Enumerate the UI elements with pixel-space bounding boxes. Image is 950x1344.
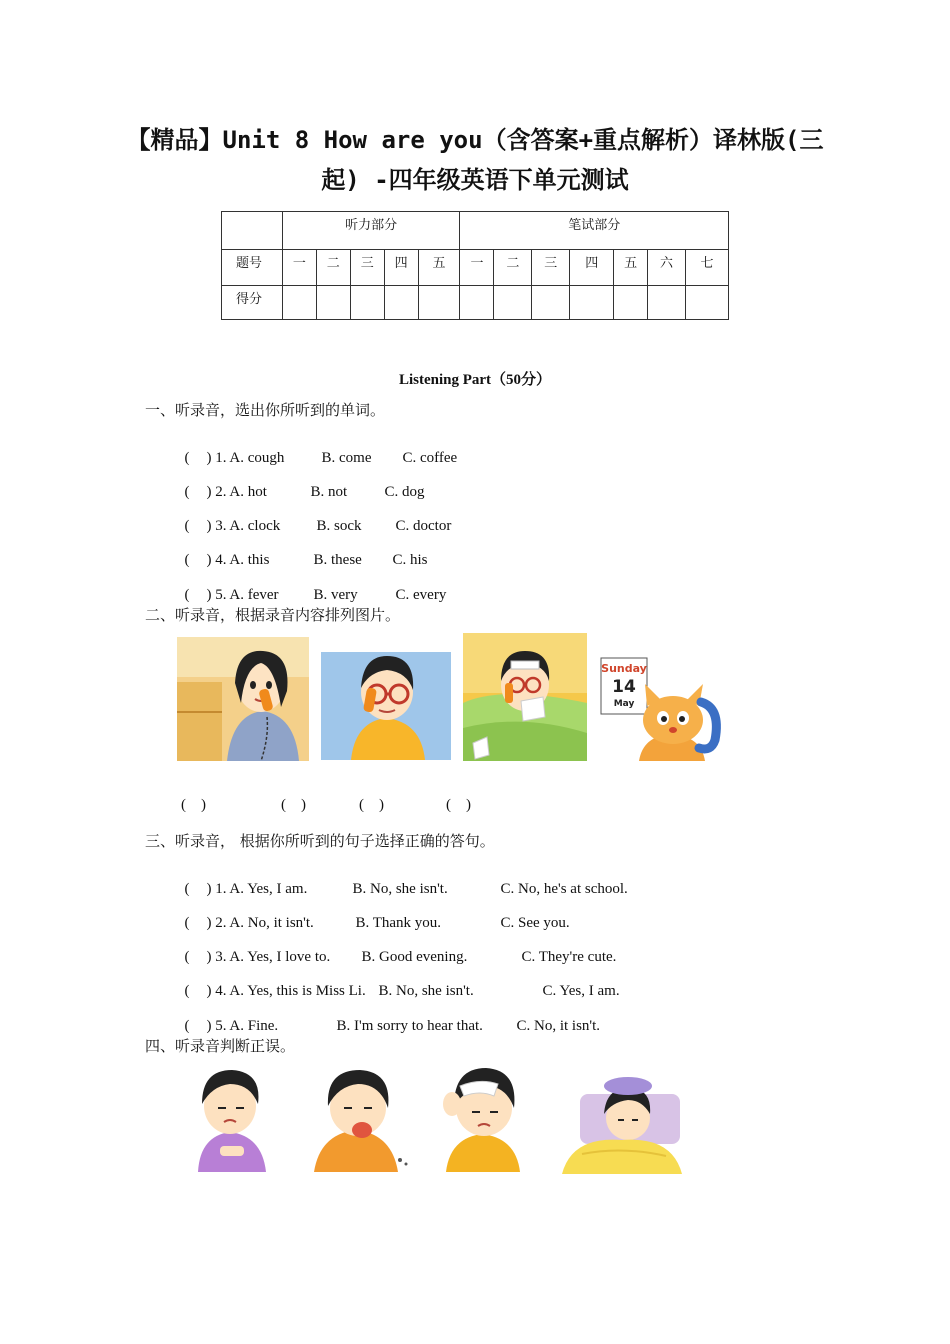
score-cell[interactable]	[316, 286, 350, 320]
question-row	[177, 898, 570, 932]
sick-boy-bed-picture	[463, 633, 587, 761]
question-row	[177, 467, 425, 501]
question-option-b: B. not	[310, 484, 348, 500]
written-col: 七	[685, 250, 728, 286]
question-option-c: C. every	[395, 587, 447, 603]
listening-col: 三	[350, 250, 384, 286]
question-option-b: B. these	[313, 552, 362, 568]
question-option-a: ) 1. A. Yes, I am.	[206, 881, 308, 897]
question-option-b: B. come	[321, 450, 372, 466]
question-option-c: C. doctor	[395, 518, 452, 534]
open-paren: (	[184, 450, 190, 466]
open-paren: (	[184, 484, 190, 500]
listening-header: 听力部分	[282, 212, 460, 250]
question-option-a: ) 5. A. fever	[206, 587, 279, 603]
picture-order-blank[interactable]: ( )	[359, 797, 384, 813]
question-option-a: ) 2. A. hot	[206, 484, 267, 500]
score-cell[interactable]	[614, 286, 648, 320]
question-option-a: ) 3. A. Yes, I love to.	[206, 949, 331, 965]
question-option-a: ) 1. A. cough	[206, 450, 285, 466]
question-row	[177, 864, 628, 898]
section4-heading: 四、听录音判断正误。	[145, 1037, 296, 1055]
question-option-c: C. dog	[384, 484, 425, 500]
woman-phone-picture	[177, 637, 309, 761]
written-col: 六	[648, 250, 686, 286]
question-option-c: C. No, he's at school.	[500, 881, 628, 897]
written-col: 二	[494, 250, 532, 286]
score-cell[interactable]	[460, 286, 494, 320]
calendar-date: 14	[612, 677, 636, 697]
question-row	[177, 501, 451, 535]
question-option-c: C. coffee	[402, 450, 458, 466]
listening-part-title: Listening Part（50分）	[398, 372, 552, 388]
question-option-c: C. See you.	[500, 915, 570, 931]
boy-stomachache-picture	[190, 1066, 272, 1172]
question-option-b: B. very	[313, 587, 358, 603]
picture-order-blank[interactable]: ( )	[281, 797, 306, 813]
row-label-number: 题号	[222, 250, 283, 286]
listening-col: 二	[316, 250, 350, 286]
listening-col: 四	[384, 250, 418, 286]
cat-calendar-picture	[599, 656, 731, 761]
score-cell[interactable]	[685, 286, 728, 320]
written-header: 笔试部分	[460, 212, 729, 250]
question-option-b: B. Thank you.	[355, 915, 442, 931]
calendar-day: Sunday	[601, 662, 647, 675]
open-paren: (	[184, 983, 190, 999]
picture-order-blank[interactable]: ( )	[181, 797, 206, 813]
question-option-a: ) 3. A. clock	[206, 518, 281, 534]
listening-col: 一	[282, 250, 316, 286]
score-cell[interactable]	[384, 286, 418, 320]
boy-fever-bed-picture	[562, 1074, 686, 1174]
question-option-b: B. No, she isn't.	[352, 881, 448, 897]
question-option-c: C. No, it isn't.	[516, 1018, 601, 1034]
question-option-a: ) 4. A. Yes, this is Miss Li.	[206, 983, 366, 999]
question-row	[177, 535, 428, 569]
written-col: 三	[532, 250, 570, 286]
question-option-c: C. Yes, I am.	[542, 983, 620, 999]
written-col: 一	[460, 250, 494, 286]
listening-col: 五	[418, 250, 460, 286]
open-paren: (	[184, 518, 190, 534]
question-option-b: B. Good evening.	[361, 949, 468, 965]
score-cell[interactable]	[350, 286, 384, 320]
calendar-month: May	[613, 699, 635, 709]
section3-heading: 三、听录音， 根据你所听到的句子选择正确的答句。	[145, 832, 495, 850]
question-row	[177, 433, 457, 467]
score-cell[interactable]	[494, 286, 532, 320]
question-option-b: B. No, she isn't.	[378, 983, 474, 999]
open-paren: (	[184, 949, 190, 965]
open-paren: (	[184, 915, 190, 931]
question-option-a: ) 2. A. No, it isn't.	[206, 915, 314, 931]
question-option-a: ) 4. A. this	[206, 552, 270, 568]
score-cell[interactable]	[418, 286, 460, 320]
boy-headache-picture	[440, 1064, 526, 1172]
page-title-line2: 起) -四年级英语下单元测试	[321, 166, 629, 194]
question-row	[177, 932, 616, 966]
score-cell[interactable]	[648, 286, 686, 320]
question-option-b: B. I'm sorry to hear that.	[336, 1018, 483, 1034]
written-col: 四	[570, 250, 614, 286]
score-table	[221, 211, 729, 320]
table-corner-cell	[222, 212, 283, 250]
question-option-c: C. They're cute.	[521, 949, 617, 965]
open-paren: (	[184, 552, 190, 568]
score-cell[interactable]	[532, 286, 570, 320]
question-row	[177, 966, 620, 1000]
open-paren: (	[184, 587, 190, 603]
open-paren: (	[184, 1018, 190, 1034]
question-option-a: ) 5. A. Fine.	[206, 1018, 279, 1034]
score-cell[interactable]	[570, 286, 614, 320]
open-paren: (	[184, 881, 190, 897]
boy-phone-picture	[321, 652, 451, 760]
question-row	[177, 570, 446, 604]
picture-order-blank[interactable]: ( )	[446, 797, 471, 813]
row-label-score: 得分	[222, 286, 283, 320]
question-row	[177, 1001, 600, 1035]
section1-heading: 一、听录音，选出你所听到的单词。	[145, 401, 386, 419]
written-col: 五	[614, 250, 648, 286]
question-option-b: B. sock	[316, 518, 362, 534]
section2-heading: 二、听录音，根据录音内容排列图片。	[145, 606, 401, 624]
question-option-c: C. his	[392, 552, 428, 568]
score-cell[interactable]	[282, 286, 316, 320]
boy-coughing-picture	[312, 1068, 412, 1172]
page-title-line1: 【精品】Unit 8 How are you（含答案+重点解析）译林版(三	[126, 126, 824, 154]
